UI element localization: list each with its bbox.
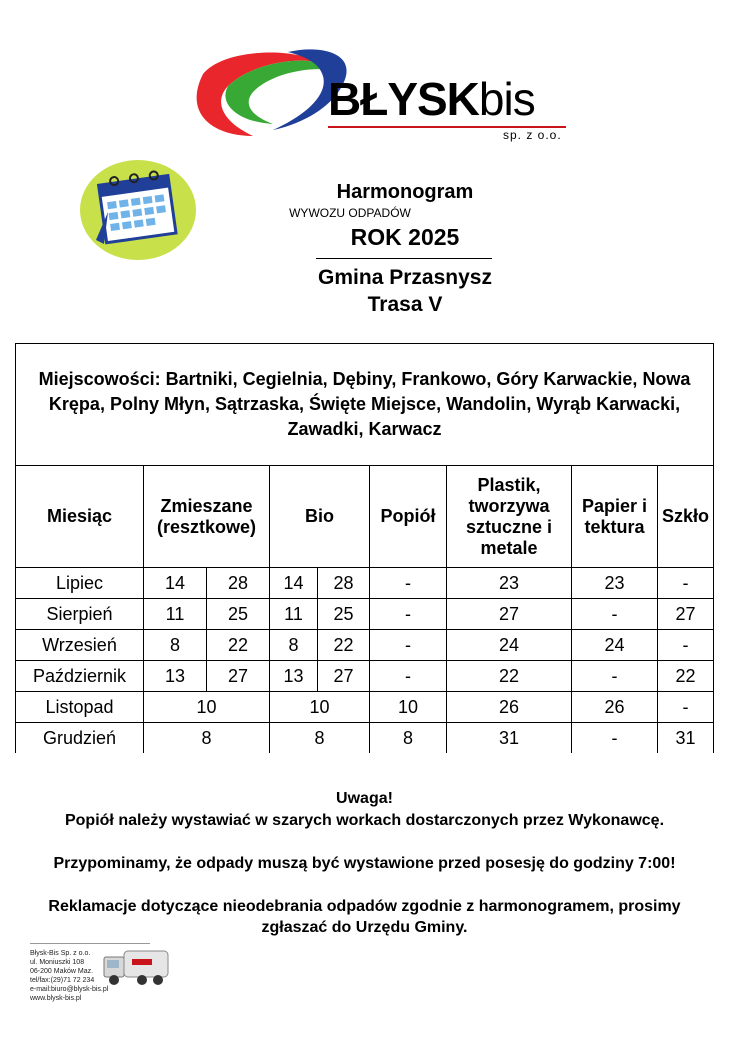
cell-bio: 22 [318, 630, 370, 661]
cell-bio: 27 [318, 661, 370, 692]
cell-glass: - [658, 630, 714, 661]
cell-ash: - [370, 630, 447, 661]
note-ash: Popiół należy wystawiać w szarych workach dostarczonych przez Wykonawcę. [64, 812, 665, 829]
note-complaints-line2: zgłaszać do Urzędu Gminy. [261, 919, 468, 936]
cell-mixed: 8 [144, 630, 207, 661]
header-mixed: Zmieszane (resztkowe) [144, 466, 270, 568]
logo-subtitle: sp. z o.o. [503, 128, 562, 142]
cell-paper: - [572, 661, 658, 692]
cell-ash: 8 [370, 723, 447, 754]
table-row [16, 568, 714, 599]
cell-plastic: 27 [447, 599, 572, 630]
gmina-heading: Gmina Przasnysz [318, 266, 492, 289]
footer-contact [30, 943, 190, 1013]
company-logo [183, 44, 573, 148]
cell-mixed: 14 [144, 568, 207, 599]
table-header-row [16, 466, 714, 568]
cell-plastic: 22 [447, 661, 572, 692]
cell-ash: - [370, 661, 447, 692]
cell-paper: - [572, 723, 658, 754]
cell-paper: 23 [572, 568, 658, 599]
cell-mixed: 13 [144, 661, 207, 692]
cell-ash: - [370, 568, 447, 599]
cell-plastic: 31 [447, 723, 572, 754]
cell-bio: 25 [318, 599, 370, 630]
cell-month: Listopad [16, 692, 144, 723]
table-row [16, 599, 714, 630]
schedule-table-wrapper [15, 343, 713, 753]
cell-bio: 13 [270, 661, 318, 692]
header-glass: Szkło [658, 466, 714, 568]
cell-month: Październik [16, 661, 144, 692]
cell-bio: 8 [270, 723, 370, 754]
logo-wordmark: BŁYSKbis [328, 73, 535, 125]
cell-mixed: 27 [207, 661, 270, 692]
cell-glass: - [658, 568, 714, 599]
title-harmonogram: Harmonogram [336, 181, 474, 203]
footer-address: Błysk-Bis Sp. z o.o. ul. Moniuszki 108 06-200 Maków Maz. tel/fax:(29)71 72 234 e-mail:biuro@blysk-bis.pl www.blysk-bis.pl [30, 950, 109, 1002]
cell-plastic: 23 [447, 568, 572, 599]
header-month: Miesiąc [16, 466, 144, 568]
footer-divider [30, 943, 150, 944]
cell-plastic: 26 [447, 692, 572, 723]
cell-plastic: 24 [447, 630, 572, 661]
subtitle-wywozu: WYWOZU ODPADÓW [289, 206, 411, 220]
cell-paper: 26 [572, 692, 658, 723]
cell-bio: 14 [270, 568, 318, 599]
cell-month: Wrzesień [16, 630, 144, 661]
cell-ash: - [370, 599, 447, 630]
cell-bio: 8 [270, 630, 318, 661]
calendar-icon [78, 152, 204, 262]
cell-glass: 22 [658, 661, 714, 692]
cell-glass: 27 [658, 599, 714, 630]
cell-mixed: 28 [207, 568, 270, 599]
table-row [16, 723, 714, 754]
towns-list: Miejscowości: Bartniki, Cegielnia, Dębiny, Frankowo, Góry Karwackie, Nowa Krępa, Polny Młyn, Sątrzaska, Święte Miejsce, Wandolin, Wyrąb Karwacki, Zawadki, Karwacz [16, 344, 714, 466]
cell-mixed: 25 [207, 599, 270, 630]
cell-month: Sierpień [16, 599, 144, 630]
header-bio: Bio [270, 466, 370, 568]
cell-glass: - [658, 692, 714, 723]
cell-paper: - [572, 599, 658, 630]
cell-bio: 11 [270, 599, 318, 630]
cell-mixed: 22 [207, 630, 270, 661]
cell-paper: 24 [572, 630, 658, 661]
cell-mixed: 10 [144, 692, 270, 723]
route-heading: Trasa V [367, 293, 443, 316]
cell-mixed: 8 [144, 723, 270, 754]
table-row [16, 630, 714, 661]
table-row [16, 661, 714, 692]
header-divider [316, 258, 492, 259]
cell-glass: 31 [658, 723, 714, 754]
schedule-table [15, 343, 714, 753]
header-paper: Papier i tektura [572, 466, 658, 568]
cell-ash: 10 [370, 692, 447, 723]
garbage-truck-icon [102, 947, 172, 989]
header-plastic: Plastik, tworzywa sztuczne i metale [447, 466, 572, 568]
note-complaints-line1: Reklamacje dotyczące nieodebrania odpadów zgodnie z harmonogramem, prosimy [48, 898, 681, 915]
cell-bio: 28 [318, 568, 370, 599]
cell-month: Lipiec [16, 568, 144, 599]
cell-mixed: 11 [144, 599, 207, 630]
note-heading: Uwaga! [336, 790, 393, 807]
cell-bio: 10 [270, 692, 370, 723]
cell-month: Grudzień [16, 723, 144, 754]
year-heading: ROK 2025 [350, 224, 460, 250]
table-row [16, 692, 714, 723]
header-ash: Popiół [370, 466, 447, 568]
note-reminder: Przypominamy, że odpady muszą być wystawione przed posesję do godziny 7:00! [53, 855, 676, 872]
